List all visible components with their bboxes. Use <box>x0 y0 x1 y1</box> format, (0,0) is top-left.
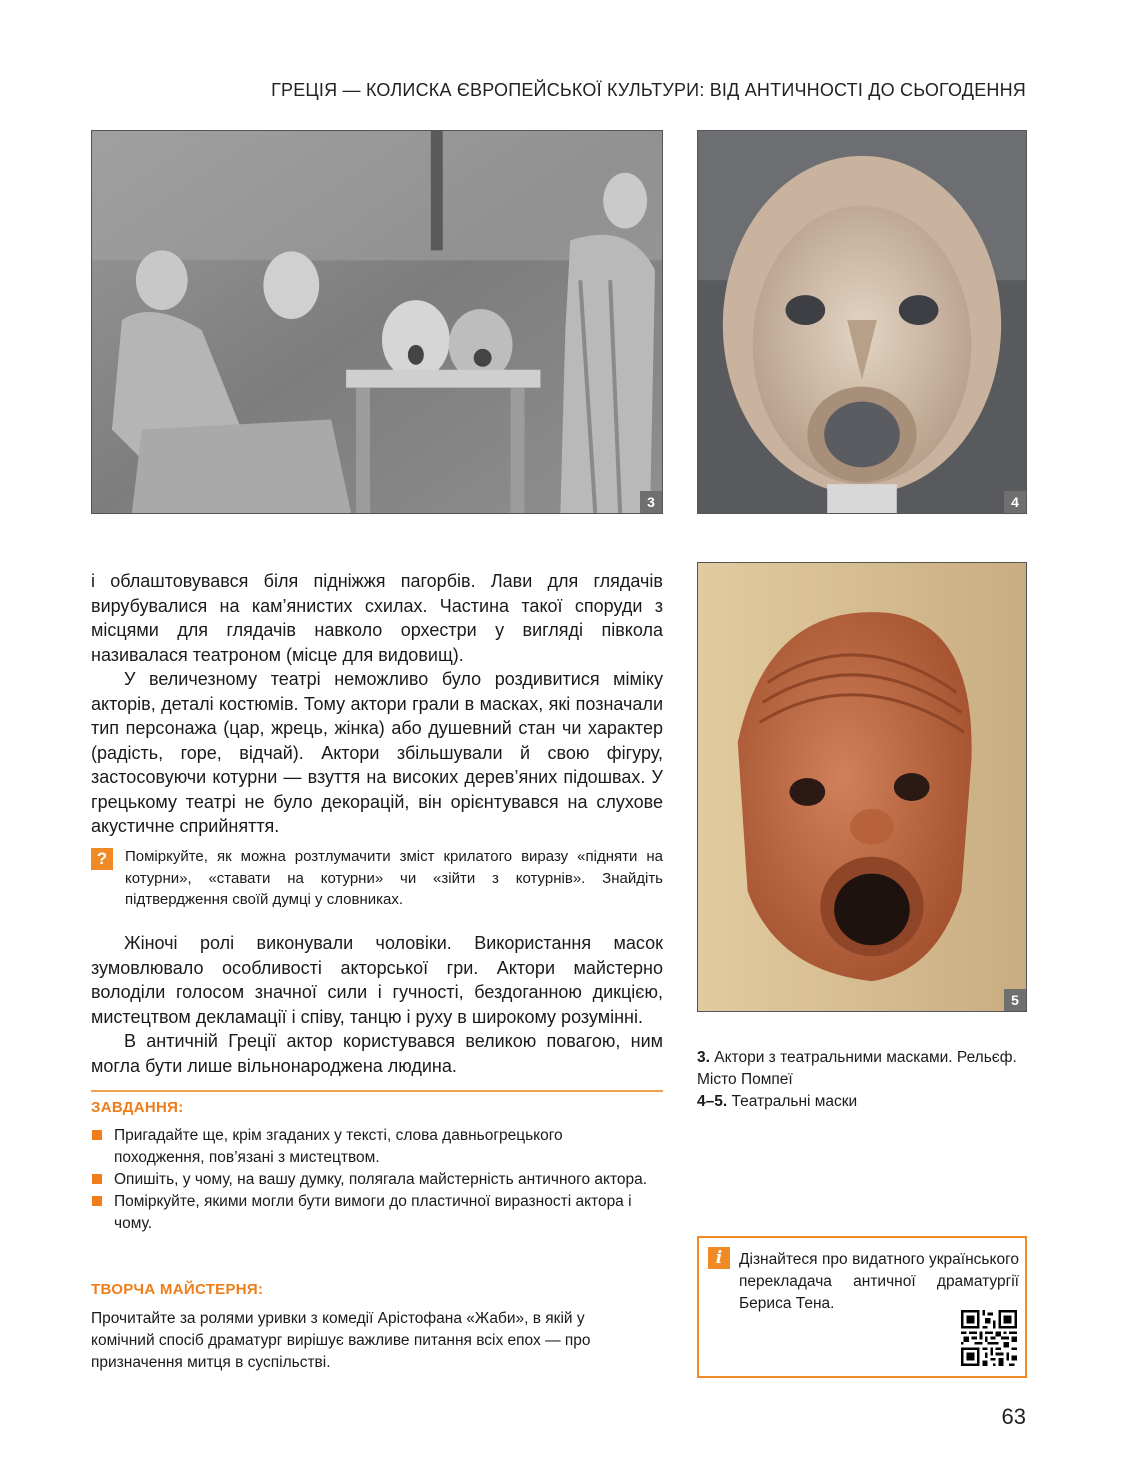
paragraph: В античній Греції актор користувався великою повагою, ним могла бути лише вільнонароджена людина. <box>91 1031 663 1076</box>
caption-item: 3. Актори з театральними масками. Рельєф. Місто Помпеї <box>697 1049 1017 1088</box>
square-bullet-icon <box>92 1196 102 1206</box>
figure-number: 5 <box>1004 989 1026 1011</box>
running-header: ГРЕЦІЯ — КОЛИСКА ЄВРОПЕЙСЬКОЇ КУЛЬТУРИ: ВІД АНТИЧНОСТІ ДО СЬОГОДЕННЯ <box>271 80 1026 100</box>
question-block <box>91 846 663 911</box>
stone-mask-photo-icon <box>698 131 1026 513</box>
square-bullet-icon <box>92 1174 102 1184</box>
qr-code-icon[interactable] <box>961 1310 1017 1366</box>
tasks-heading: ЗАВДАННЯ: <box>91 1099 184 1116</box>
question-text: Поміркуйте, як можна розтлумачити зміст крилатого виразу «підняти на котурни», «ставати на котурни» чи «зійти з котурнів». Знайдіть підтвердження своїй думці у словниках. <box>125 848 663 908</box>
figure-terracotta-mask <box>697 562 1027 1012</box>
list-item: Пригадайте ще, крім згаданих у тексті, слова давньогрецького походження, пов’язані з мистецтвом. <box>91 1125 651 1169</box>
paragraph: У величезному театрі неможливо було роздивитися міміку акторів, деталі костюмів. Тому актори грали в масках, які позначали тип персонажа (цар, жрець, жінка) або душевний стан чи характер (радість, горе, відчай). Актори збільшували й свою фігуру, застосовуючи котурни — взуття на високих дерев’яних підошвах. У грецькому театрі не було декорацій, він орієнтувався на слухове акустичне сприйняття. <box>91 669 663 836</box>
section-divider <box>91 1090 663 1092</box>
info-box <box>697 1236 1027 1378</box>
list-item: Поміркуйте, якими могли бути вимоги до пластичної виразності актора і чому. <box>91 1191 651 1235</box>
info-text: Дізнайтеся про видатного українського перекладача античної драматургії Бериса Тена. <box>739 1251 1019 1312</box>
question-icon: ? <box>91 848 113 870</box>
terracotta-mask-photo-icon <box>698 563 1026 1011</box>
caption-item: 4–5. Театральні маски <box>697 1093 858 1110</box>
list-item: Опишіть, у чому, на вашу думку, полягала майстерність античного актора. <box>91 1169 651 1191</box>
figure-stone-mask <box>697 130 1027 514</box>
craft-text: Прочитайте за ролями уривки з комедії Арістофана «Жаби», в якій у комічний спосіб драматург вирішує важливе питання всіх епох — про призначення митця в суспільстві. <box>91 1310 591 1371</box>
craft-heading: ТВОРЧА МАЙСТЕРНЯ: <box>91 1281 264 1298</box>
figure-number: 4 <box>1004 491 1026 513</box>
tasks-list <box>91 1125 651 1235</box>
body-text-2 <box>91 931 663 1078</box>
square-bullet-icon <box>92 1130 102 1140</box>
figure-captions <box>697 1047 1027 1113</box>
page-number: 63 <box>1001 1404 1026 1429</box>
paragraph: і облаштовувався біля підніжжя пагорбів. Лави для глядачів вирубувалися на кам’янистих схилах. Частина такої споруди з місцями для глядачів навколо орхестри у вигляді півкола називалася театроном (місце для видовищ). <box>91 571 663 665</box>
info-icon: i <box>708 1247 730 1269</box>
figure-relief <box>91 130 663 514</box>
body-text-1 <box>91 569 663 839</box>
figure-number: 3 <box>640 491 662 513</box>
paragraph: Жіночі ролі виконували чоловіки. Використання масок зумовлювало особливості акторської гри. Актори майстерно володіли голосом значної сили і гучності, бездоганною дикцією, мистецтвом декламації і співу, танцю і руху в широкому розумінні. <box>91 933 663 1027</box>
relief-photo-icon <box>92 131 662 513</box>
